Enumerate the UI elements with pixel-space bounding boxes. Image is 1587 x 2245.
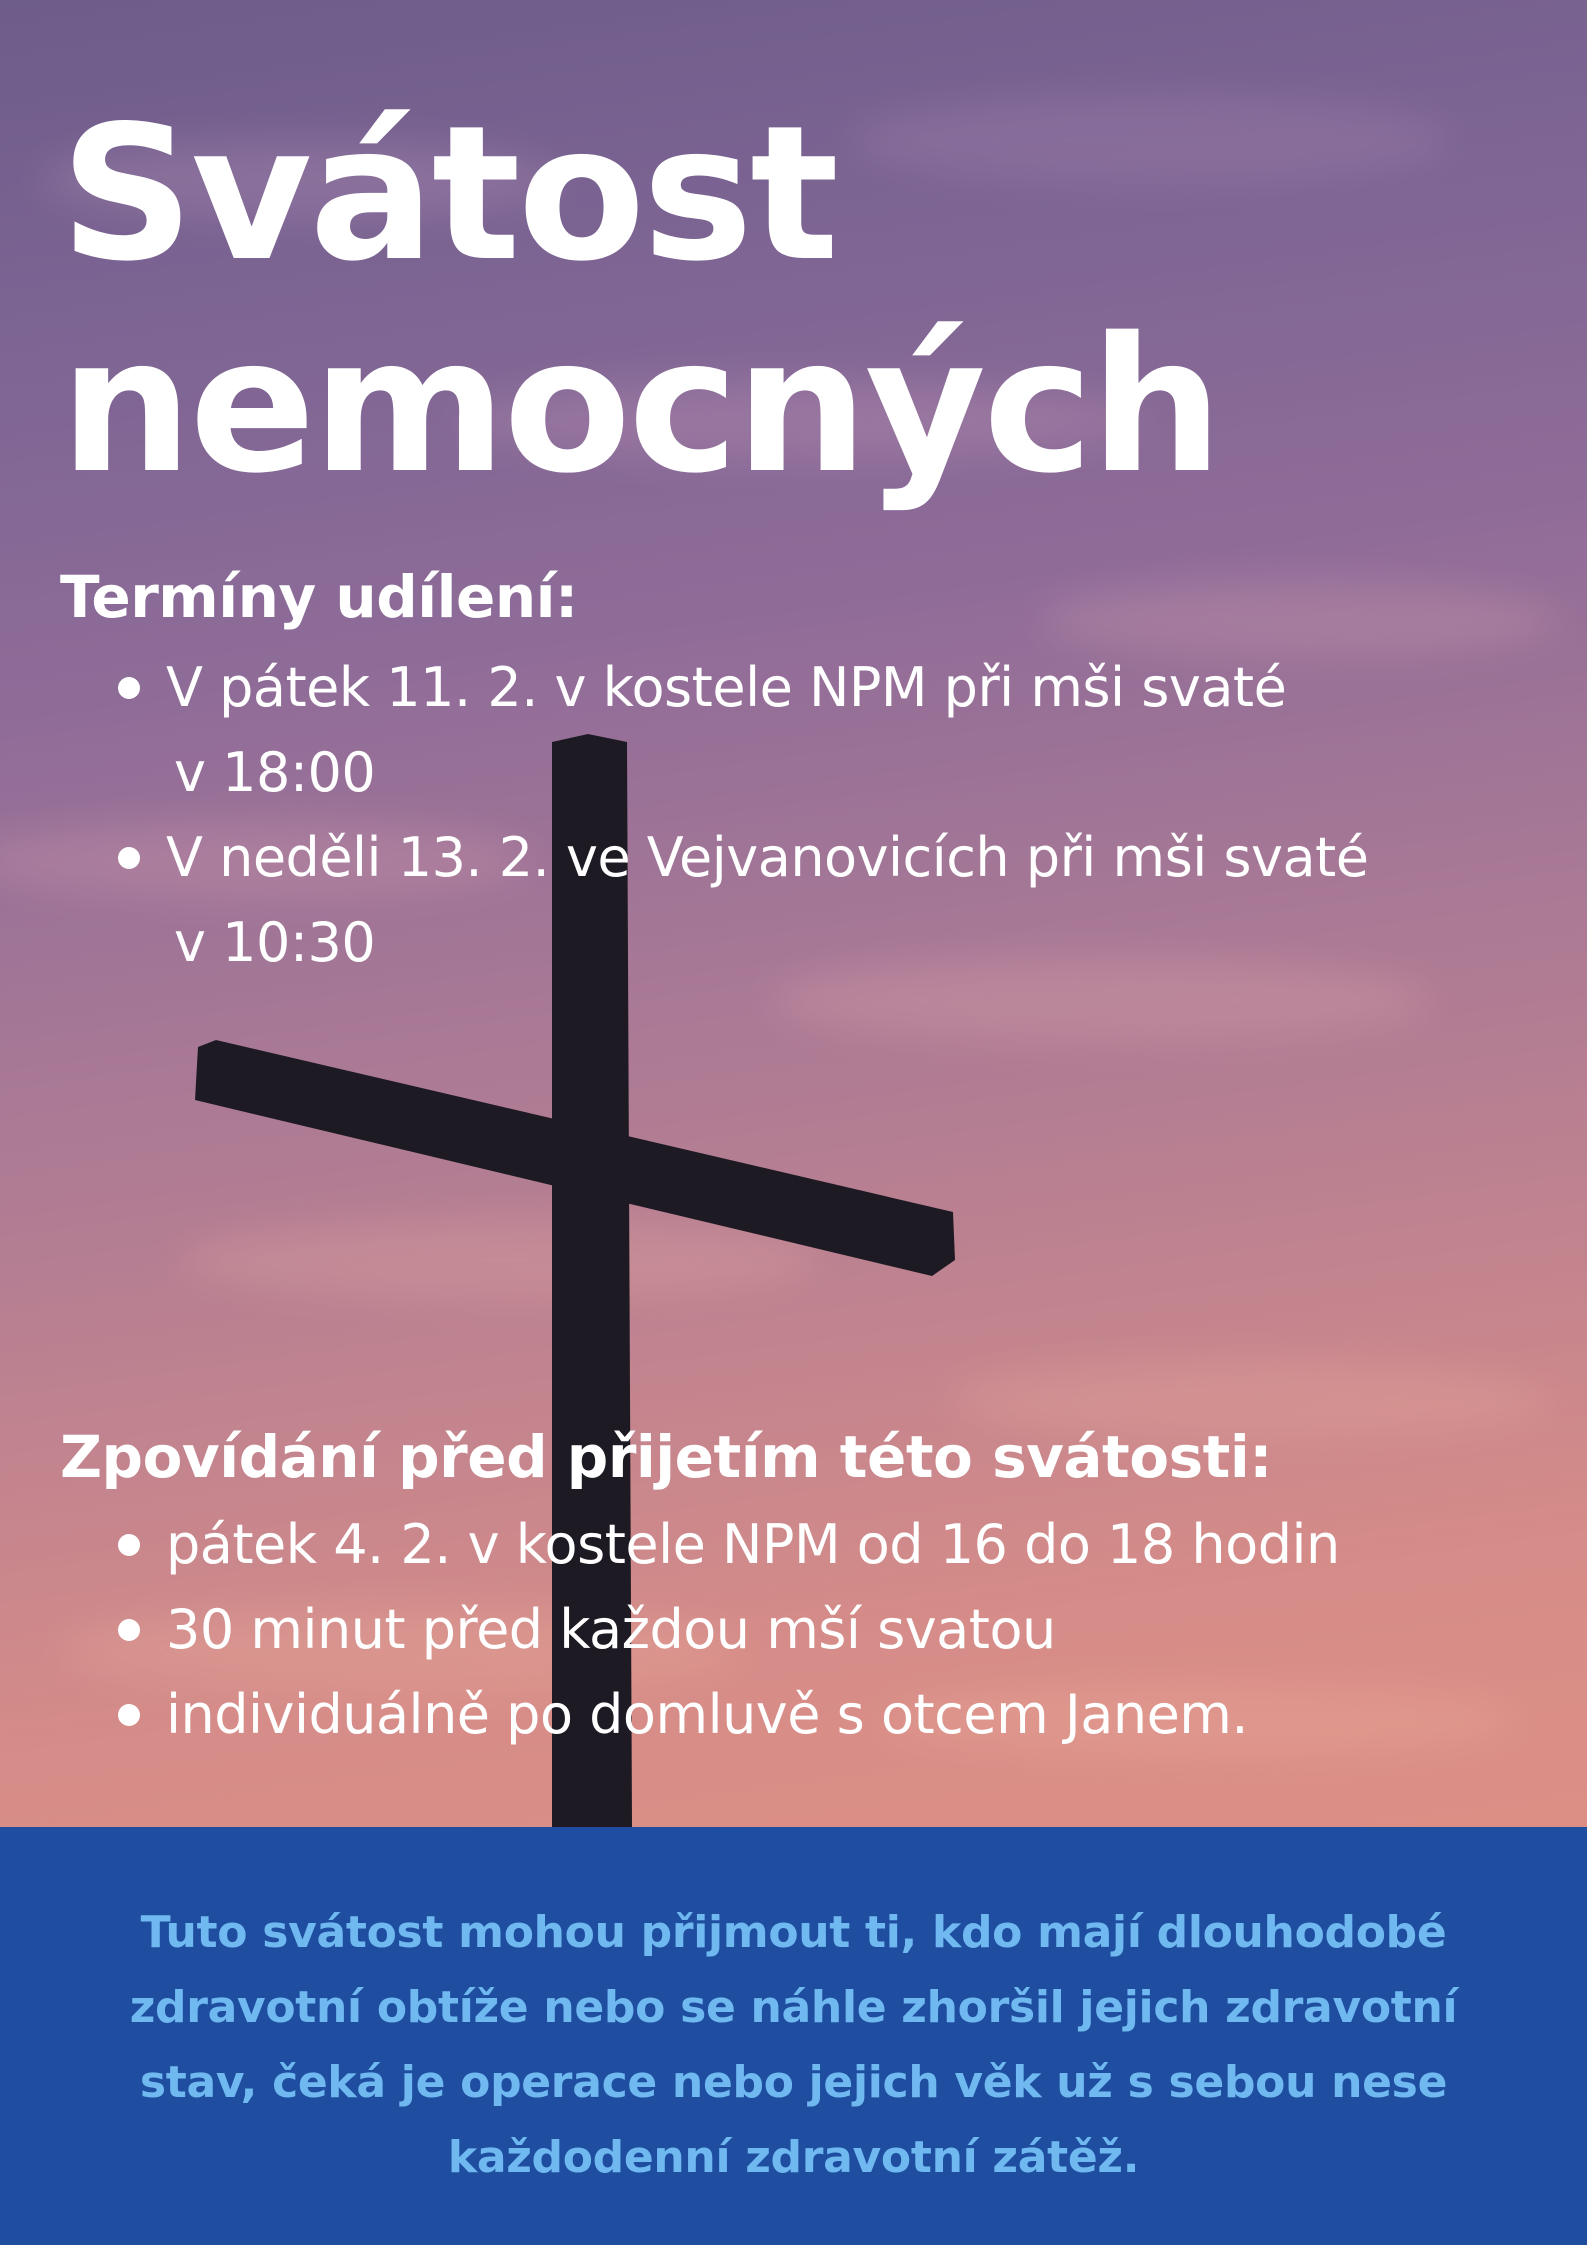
title-line-2: nemocných <box>60 297 1220 514</box>
list-item <box>110 645 1368 815</box>
confession-item-3: individuálně po domluvě s otcem Janem. <box>166 1683 1249 1746</box>
term-item-1-line-1: V pátek 11. 2. v kostele NPM při mši svaté <box>166 656 1287 719</box>
title-line-1: Svátost <box>60 85 837 302</box>
confession-item-1: pátek 4. 2. v kostele NPM od 16 do 18 hodin <box>166 1513 1340 1576</box>
terms-list <box>110 645 1368 985</box>
term-item-2-line-2: v 10:30 <box>174 911 376 974</box>
list-item <box>110 815 1368 985</box>
footer-line-3: stav, čeká je operace nebo jejich věk už s sebou nese <box>139 2057 1448 2108</box>
terms-heading: Termíny udílení: <box>60 563 578 631</box>
footer-text <box>60 1895 1527 2195</box>
list-item <box>110 1502 1340 1587</box>
footer-line-2: zdravotní obtíže nebo se náhle zhoršil jejich zdravotní <box>129 1982 1458 2033</box>
footer-line-1: Tuto svátost mohou přijmout ti, kdo mají dlouhodobé <box>140 1907 1447 1958</box>
info-footer <box>0 1827 1587 2245</box>
page-title <box>60 85 1220 514</box>
confession-item-2: 30 minut před každou mší svatou <box>166 1598 1056 1661</box>
term-item-1-line-2: v 18:00 <box>174 741 376 804</box>
list-item <box>110 1672 1340 1757</box>
term-item-2-line-1: V neděli 13. 2. ve Vejvanovicích při mši svaté <box>166 826 1369 889</box>
confession-heading: Zpovídání před přijetím této svátosti: <box>60 1423 1272 1491</box>
confession-list <box>110 1502 1340 1757</box>
list-item <box>110 1587 1340 1672</box>
footer-line-4: každodenní zdravotní zátěž. <box>447 2132 1140 2183</box>
